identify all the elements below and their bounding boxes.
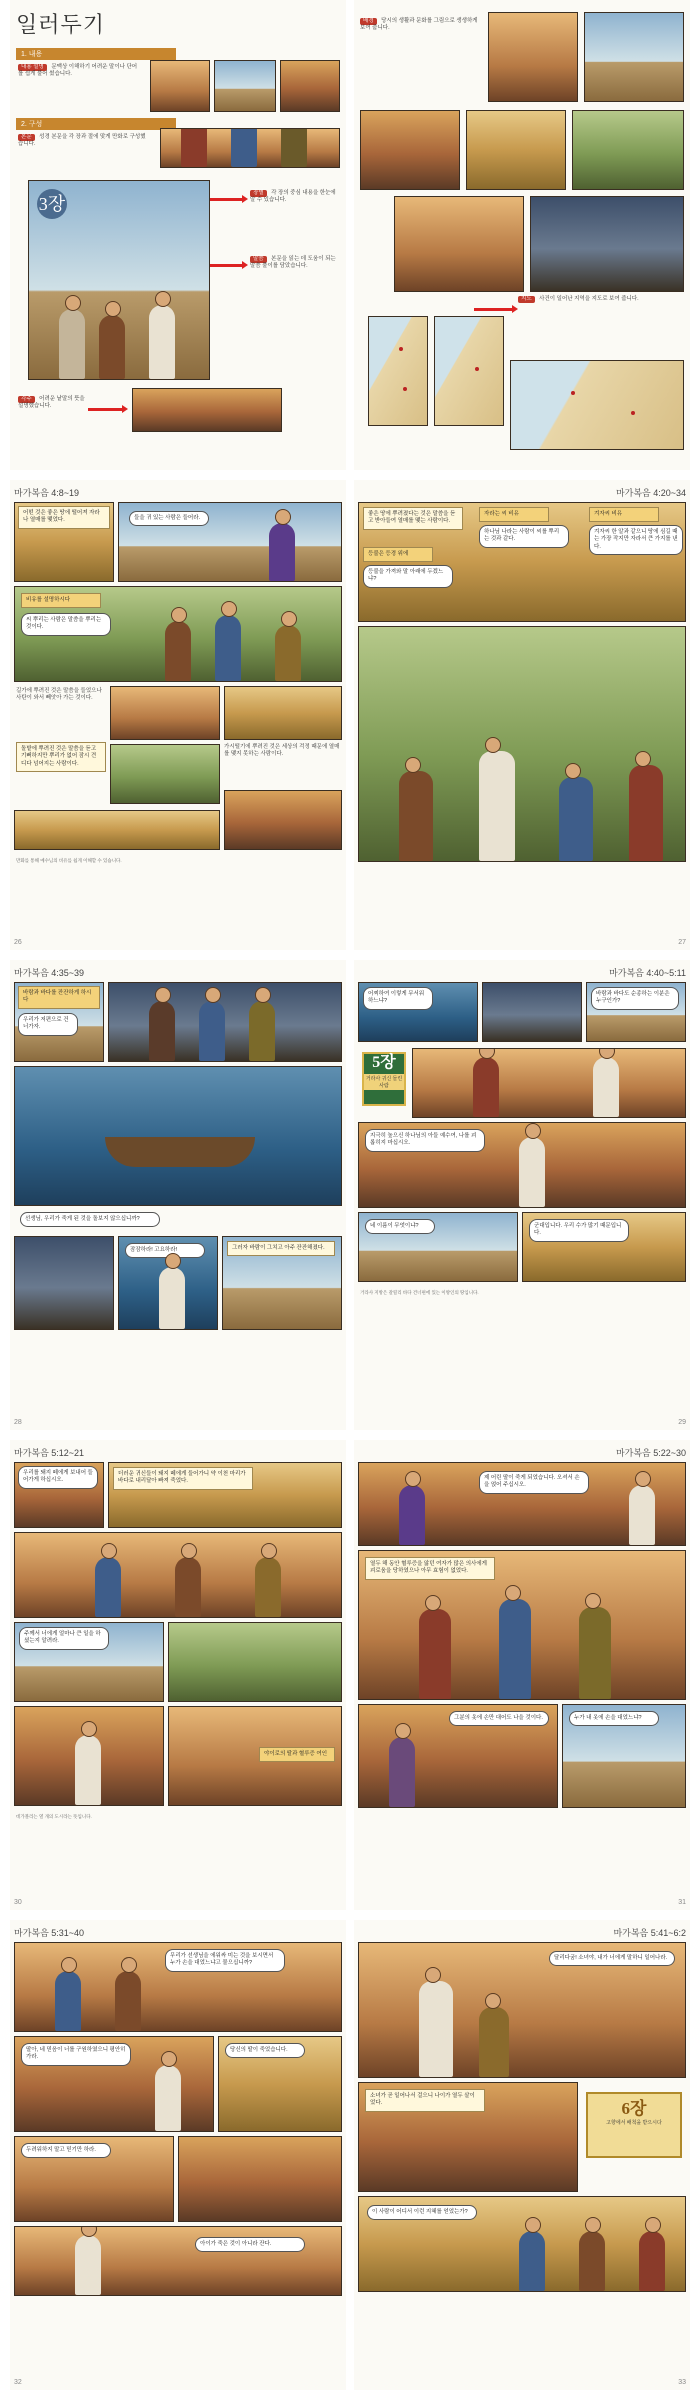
caption-title: 비유를 설명하시다 bbox=[21, 593, 101, 608]
panel bbox=[358, 502, 686, 622]
panel bbox=[562, 1704, 686, 1808]
background-tag: 배경 bbox=[360, 18, 377, 25]
content-description: 문맥상 이해하기 어려운 말이나 단어를 쉽게 풀어 썼습니다. bbox=[18, 64, 138, 78]
figure bbox=[95, 1557, 121, 1617]
speech-bubble: 등불을 가져와 말 아래에 두겠느냐? bbox=[363, 565, 453, 588]
caption: 어떤 것은 좋은 땅에 떨어져 자라나 열매를 맺었다. bbox=[18, 506, 110, 529]
page-number: 28 bbox=[14, 1419, 22, 1426]
panel bbox=[358, 2082, 578, 2192]
map-palestine bbox=[368, 316, 428, 426]
comic-page-29 bbox=[354, 960, 690, 1430]
figure bbox=[149, 305, 175, 379]
chapter-subtitle: 고향에서 배척을 받으시다 bbox=[606, 2121, 662, 2126]
page-header: 마가복음 4:40~5:11 bbox=[609, 968, 686, 978]
figure bbox=[99, 315, 125, 379]
panel bbox=[482, 982, 582, 1042]
comic-page-30 bbox=[10, 1440, 346, 1910]
map-marker bbox=[631, 411, 635, 415]
chapter-6-badge bbox=[586, 2092, 682, 2158]
spread-mark-4-b bbox=[0, 960, 700, 1440]
panel bbox=[14, 586, 342, 682]
page-number: 26 bbox=[14, 939, 22, 946]
comic-page-27 bbox=[354, 480, 690, 950]
speech-bubble: 잠잠하라! 고요하라! bbox=[125, 1243, 205, 1258]
content-tag: 내용 설명 bbox=[18, 64, 47, 71]
figure bbox=[199, 1001, 225, 1061]
figure bbox=[275, 625, 301, 681]
panel bbox=[110, 686, 220, 740]
caption-title: 자라는 씨 비유 bbox=[479, 507, 549, 522]
map-marker bbox=[571, 391, 575, 395]
panel-large bbox=[358, 1550, 686, 1700]
figure bbox=[165, 621, 191, 681]
page-header: 마가복음 4:20~34 bbox=[615, 488, 686, 498]
figure bbox=[499, 1599, 531, 1699]
page-header: 마가복음 4:35~39 bbox=[14, 968, 85, 978]
spread-mark-5-a bbox=[0, 1440, 700, 1920]
speech-bubble: 아이가 죽은 것이 아니라 잔다. bbox=[195, 2237, 305, 2252]
callout-tag: 말씀 bbox=[250, 256, 267, 263]
sample-comic-page bbox=[28, 180, 210, 380]
panel bbox=[118, 1236, 218, 1330]
page-number: 27 bbox=[678, 939, 686, 946]
speech-bubble: 이 사람이 어디서 이런 지혜를 얻었는가? bbox=[367, 2205, 477, 2220]
caption-title: 야이로의 딸과 혈루증 여인 bbox=[259, 1747, 335, 1762]
callout-arrow bbox=[88, 408, 124, 411]
figure bbox=[181, 128, 207, 167]
figure bbox=[419, 1609, 451, 1699]
panel bbox=[14, 1622, 164, 1702]
footnote: 만화를 통해 예수님의 비유를 쉽게 이해할 수 있습니다. bbox=[16, 858, 122, 863]
section-structure-bar: 2. 구성 bbox=[16, 118, 176, 130]
figure bbox=[399, 771, 433, 861]
map-mediterranean bbox=[510, 360, 684, 450]
chapter-number: 5장 bbox=[372, 1054, 396, 1071]
page-number: 32 bbox=[14, 2379, 22, 2386]
comic-page-26 bbox=[10, 480, 346, 950]
panel bbox=[14, 1532, 342, 1618]
caption: 좋은 땅에 뿌려졌다는 것은 말씀을 듣고 받아들여 열매를 맺는 사람이다. bbox=[363, 507, 463, 530]
illustration-2 bbox=[584, 12, 684, 102]
illustration-1 bbox=[488, 12, 578, 102]
caption: 소녀가 곧 일어나서 걸으니 나이가 열두 살이었다. bbox=[365, 2089, 485, 2112]
footnote: 거라사 지방은 갈릴리 바다 건너편에 있는 이방인의 땅입니다. bbox=[360, 1290, 479, 1295]
panel bbox=[14, 1236, 114, 1330]
footnote: 데가볼리는 열 개의 도시라는 뜻입니다. bbox=[16, 1814, 92, 1819]
figure-jesus bbox=[269, 523, 295, 581]
figure bbox=[473, 1057, 499, 1117]
callout-arrow bbox=[210, 264, 244, 267]
speech-bubble: 주께서 너에게 얼마나 큰 일을 하셨는지 알려라. bbox=[19, 1627, 109, 1650]
comic-page-33 bbox=[354, 1920, 690, 2390]
figure bbox=[519, 2231, 545, 2291]
page-header: 마가복음 4:8~19 bbox=[14, 488, 80, 498]
speech-bubble: 우리가 저편으로 건너가자. bbox=[18, 1013, 78, 1036]
panel-large bbox=[358, 626, 686, 862]
speech-bubble: 우리를 돼지 떼에게 보내어 들어가게 하십시오. bbox=[18, 1466, 98, 1489]
figure bbox=[281, 128, 307, 167]
panel bbox=[14, 1462, 104, 1528]
sample-footnote-panel bbox=[132, 388, 282, 432]
panel-swine bbox=[108, 1462, 342, 1528]
panel bbox=[358, 982, 478, 1042]
speech-bubble: 겨자씨 한 알과 같으니 땅에 심길 때는 가장 작지만 자라서 큰 가지를 낸다. bbox=[589, 525, 683, 555]
figure bbox=[55, 1971, 81, 2031]
panel bbox=[14, 502, 114, 582]
panel bbox=[358, 1704, 558, 1808]
speech-bubble: 그분의 옷에 손만 대어도 나을 것이다. bbox=[449, 1711, 549, 1726]
speech-bubble: 당신의 딸이 죽었습니다. bbox=[225, 2043, 305, 2058]
map-tag: 지도 bbox=[518, 296, 535, 303]
comic-page-32 bbox=[10, 1920, 346, 2390]
chapter-5-badge bbox=[362, 1052, 406, 1106]
callout-text: 본문을 읽는 데 도움이 되는 말씀 풀이를 담았습니다. bbox=[250, 256, 336, 270]
speech-bubble: 들을 귀 있는 사람은 들어라. bbox=[129, 511, 209, 526]
section-content-text bbox=[18, 64, 138, 79]
figure bbox=[231, 128, 257, 167]
map-text: 사건이 일어난 지역을 지도로 보여 줍니다. bbox=[539, 296, 639, 302]
structure-description: 성경 본문을 각 장과 절에 맞게 만화로 구성했습니다. bbox=[18, 134, 146, 148]
figure bbox=[639, 2231, 665, 2291]
panel bbox=[412, 1048, 686, 1118]
panel bbox=[358, 1212, 518, 1282]
comic-page-31 bbox=[354, 1440, 690, 1910]
speech-bubble: 제 어린 딸이 죽게 되었습니다. 오셔서 손을 얹어 주십시오. bbox=[479, 1471, 589, 1494]
footnote-explanation bbox=[18, 396, 88, 411]
panel bbox=[224, 790, 342, 850]
speech-bubble: 하나님 나라는 사람이 씨를 뿌리는 것과 같다. bbox=[479, 525, 569, 548]
speech-bubble: 군대입니다. 우리 수가 많기 때문입니다. bbox=[529, 1219, 629, 1242]
comic-page-28 bbox=[10, 960, 346, 1430]
figure-jesus bbox=[155, 2065, 181, 2131]
caption-title: 바람과 바다를 잔잔하게 하시다 bbox=[18, 986, 100, 1009]
figure-girl bbox=[479, 2007, 509, 2077]
panel bbox=[358, 1122, 686, 1208]
chapter-subtitle: 거라사 귀신 들린 사람 bbox=[364, 1074, 404, 1090]
callout-chapter bbox=[250, 190, 340, 205]
figure-jesus bbox=[75, 2235, 101, 2295]
speech-bubble: 어찌하여 이렇게 무서워하느냐? bbox=[363, 987, 433, 1010]
figure bbox=[215, 615, 241, 681]
speech-bubble: 바람과 바다도 순종하는 이분은 누구인가? bbox=[591, 987, 679, 1010]
panel bbox=[14, 810, 220, 850]
spread-guide bbox=[0, 0, 700, 480]
figure bbox=[175, 1557, 201, 1617]
speech-bubble: 누가 내 옷에 손을 대었느냐? bbox=[569, 1711, 659, 1726]
figure-woman bbox=[389, 1737, 415, 1807]
figure-jesus bbox=[479, 751, 515, 861]
figure bbox=[249, 1001, 275, 1061]
panel bbox=[14, 982, 104, 1062]
map-explanation bbox=[518, 296, 684, 303]
figure bbox=[579, 1607, 611, 1699]
speech-bubble: 딸아, 네 믿음이 너를 구원하였으니 평안히 가라. bbox=[21, 2043, 131, 2066]
spread-mark-5-b bbox=[0, 1920, 700, 2399]
page-header: 마가복음 5:41~6:2 bbox=[613, 1928, 686, 1938]
section-structure-text bbox=[18, 134, 148, 149]
caption-title: 겨자씨 비유 bbox=[589, 507, 659, 522]
caption: 돌밭에 뿌려진 것은 말씀을 듣고 기뻐하지만 뿌리가 없어 잠시 견디다 넘어지는 사람이다. bbox=[16, 742, 106, 772]
body-tag: 본문 bbox=[18, 134, 35, 141]
panel bbox=[14, 2226, 342, 2296]
speech-bubble: 네 이름이 무엇이냐? bbox=[365, 1219, 435, 1234]
sample-page-thumb-2 bbox=[214, 60, 276, 112]
section-content-bar: 1. 내용 bbox=[16, 48, 176, 60]
boat bbox=[105, 1137, 255, 1167]
background-explanation bbox=[360, 18, 480, 33]
caption: 그러자 바람이 그치고 아주 잔잔해졌다. bbox=[227, 1241, 335, 1256]
speech-bubble: 두려워하지 말고 믿기만 하라. bbox=[21, 2143, 111, 2158]
sample-page-thumb-3 bbox=[280, 60, 340, 112]
panel bbox=[358, 2196, 686, 2292]
panel bbox=[358, 1462, 686, 1546]
chapter-number: 6장 bbox=[621, 2099, 647, 2118]
page-header: 마가복음 5:12~21 bbox=[14, 1448, 85, 1458]
speech-bubble: 씨 뿌리는 사람은 말씀을 뿌리는 것이다. bbox=[21, 613, 111, 636]
figure-jairus bbox=[399, 1485, 425, 1545]
speech-bubble: 무리가 선생님을 에워싸 미는 것을 보시면서 누가 손을 대었느냐고 물으십니까? bbox=[165, 1949, 285, 1972]
panel bbox=[522, 1212, 686, 1282]
panel-large bbox=[358, 1942, 686, 2078]
illustration-6 bbox=[394, 196, 524, 292]
figure-jesus bbox=[159, 1267, 185, 1329]
figure bbox=[59, 309, 85, 379]
figure bbox=[149, 1001, 175, 1061]
page-header: 마가복음 5:22~30 bbox=[615, 1448, 686, 1458]
caption: 열두 해 동안 혈루증을 앓던 여자가 많은 의사에게 괴로움을 당하였으나 아무 효험이 없었다. bbox=[365, 1557, 495, 1580]
footnote-text: 어려운 낱말의 뜻을 설명했습니다. bbox=[18, 396, 85, 410]
panel bbox=[14, 2136, 174, 2222]
guide-page-left bbox=[10, 0, 346, 470]
figure-jesus bbox=[519, 1137, 545, 1207]
figure bbox=[579, 2231, 605, 2291]
panel bbox=[14, 1942, 342, 2032]
sample-page-thumb-1 bbox=[150, 60, 210, 112]
page-number: 33 bbox=[678, 2379, 686, 2386]
figure bbox=[559, 777, 593, 861]
background-text: 당시의 생활과 문화를 그림으로 생생하게 보여 줍니다. bbox=[360, 18, 478, 32]
caption-title: 등불은 등경 위에 bbox=[363, 547, 433, 562]
guide-page-right bbox=[354, 0, 690, 470]
explanation-text: 길가에 뿌려진 것은 말씀을 들었으나 사탄이 와서 빼앗아 가는 것이다. bbox=[16, 688, 102, 702]
panel bbox=[218, 2036, 342, 2132]
speech-bubble: 달리다굼! 소녀야, 내가 너에게 말하니 일어나라. bbox=[549, 1951, 675, 1966]
panel bbox=[14, 1706, 164, 1806]
speech-bubble: 선생님, 우리가 죽게 된 것을 돌보지 않으십니까? bbox=[20, 1212, 160, 1227]
figure bbox=[115, 1971, 141, 2031]
illustration-4 bbox=[466, 110, 566, 190]
illustration-5 bbox=[572, 110, 684, 190]
chapter-mark: 3장 bbox=[37, 189, 67, 219]
callout-arrow bbox=[474, 308, 514, 311]
map-marker bbox=[399, 347, 403, 351]
callout-text: 각 장의 중심 내용을 한눈에 알 수 있습니다. bbox=[250, 190, 336, 204]
figure-jesus bbox=[419, 1981, 453, 2077]
page-number: 29 bbox=[678, 1419, 686, 1426]
map-marker bbox=[475, 367, 479, 371]
panel bbox=[168, 1622, 342, 1702]
panel bbox=[178, 2136, 342, 2222]
page-number: 30 bbox=[14, 1899, 22, 1906]
explanation-text: 가시떨기에 뿌려진 것은 세상의 걱정 때문에 열매를 맺지 못하는 사람이다. bbox=[224, 744, 340, 758]
panel bbox=[586, 982, 686, 1042]
panel bbox=[108, 982, 342, 1062]
caption: 더러운 귀신들이 돼지 떼에게 들어가니 약 이천 마리가 바다로 내리달아 빠져 죽었다. bbox=[113, 1467, 253, 1490]
illustration-3 bbox=[360, 110, 460, 190]
panel bbox=[110, 744, 220, 804]
figure bbox=[629, 765, 663, 861]
panel bbox=[222, 1236, 342, 1330]
panel-storm bbox=[14, 1066, 342, 1206]
panel bbox=[14, 2036, 214, 2132]
footnote-tag: 각주 bbox=[18, 396, 35, 403]
panel bbox=[224, 686, 342, 740]
figure bbox=[255, 1557, 281, 1617]
callout-word bbox=[250, 256, 340, 271]
page-header: 마가복음 5:31~40 bbox=[14, 1928, 85, 1938]
sample-strip bbox=[160, 128, 340, 168]
figure-jesus bbox=[629, 1485, 655, 1545]
panel bbox=[168, 1706, 342, 1806]
callout-tag: 장별 bbox=[250, 190, 267, 197]
callout-arrow bbox=[210, 198, 244, 201]
spread-mark-4-a bbox=[0, 480, 700, 960]
speech-bubble: 지극히 높으신 하나님의 아들 예수여, 나를 괴롭히지 마십시오. bbox=[365, 1129, 485, 1152]
map-galilee bbox=[434, 316, 504, 426]
page-title: 일러두기 bbox=[16, 12, 106, 37]
figure-jesus bbox=[593, 1057, 619, 1117]
panel bbox=[118, 502, 342, 582]
page-number: 31 bbox=[678, 1899, 686, 1906]
map-marker bbox=[403, 387, 407, 391]
illustration-7 bbox=[530, 196, 684, 292]
figure-jesus bbox=[75, 1735, 101, 1805]
